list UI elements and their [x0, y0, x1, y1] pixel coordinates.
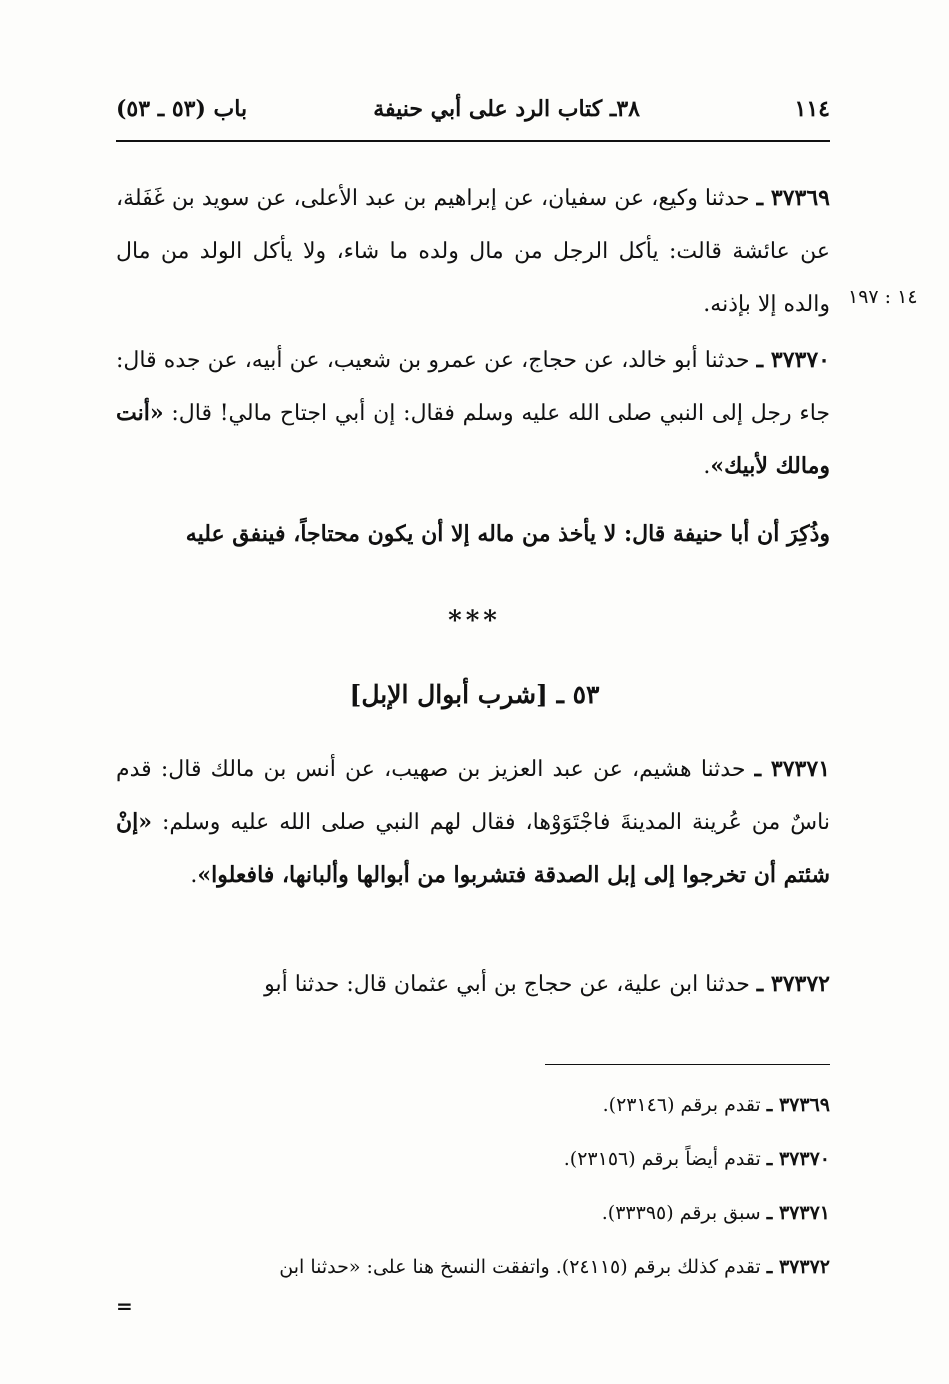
hadith-37372 [116, 958, 830, 1011]
chapter-range: باب (٥٣ ـ ٥٣) [116, 96, 248, 122]
footnote-rule [545, 1064, 830, 1065]
footnote-text: تقدم أيضاً برقم (٢٣١٥٦). [563, 1148, 761, 1170]
hadith-text: حدثنا أبو خالد، عن حجاج، عن عمرو بن شعيب، عن أبيه، عن جده قال: جاء رجل إلى النبي صلى الله عليه وسلم فقال: إن أبي اجتاح مالي! قال: [116, 348, 830, 426]
footnote-number: ٣٧٣٦٩ ـ [766, 1094, 830, 1116]
continuation-mark: = [116, 1294, 133, 1318]
hadith-number: ٣٧٣٧١ ـ [754, 756, 831, 782]
section-title: ٥٣ ـ [شرب أبوال الإبل] [349, 680, 600, 709]
abu-hanifa-statement [116, 508, 830, 561]
footnote-number: ٣٧٣٧٢ ـ [766, 1256, 830, 1278]
hadith-37371 [116, 743, 830, 902]
footnote-text: تقدم برقم (٢٣١٤٦). [602, 1094, 761, 1116]
hadith-text: حدثنا وكيع، عن سفيان، عن إبراهيم بن عبد الأعلى، عن سويد بن غَفَلة، عن عائشة قالت: يأكل الرجل من مال ولده ما شاء، ولا يأكل الولد من مال والده إلا بإذنه. [116, 186, 830, 317]
prophetic-quote: «أنت ومالك لأبيك» [116, 400, 830, 479]
hadith-number: ٣٧٣٧٢ ـ [756, 971, 830, 997]
footnote-number: ٣٧٣٧١ ـ [766, 1202, 830, 1224]
footnote-text: تقدم كذلك برقم (٢٤١١٥). واتفقت النسخ هنا على: «حدثنا ابن [279, 1256, 761, 1278]
footnote-37371 [116, 1198, 830, 1228]
margin-reference: ١٤ : ١٩٧ [848, 286, 918, 308]
punctuation: . [703, 454, 711, 479]
hadith-text: حدثنا هشيم، عن عبد العزيز بن صهيب، عن أنس بن مالك قال: قدم ناسٌ من عُرينة المدينةَ فاجْتَوَوْها، فقال لهم النبي صلى الله عليه وسلم: [116, 757, 830, 835]
running-header [116, 88, 830, 134]
section-separator: *** [448, 606, 501, 636]
hadith-number: ٣٧٣٧٠ ـ [756, 347, 830, 373]
header-rule [116, 140, 830, 142]
footnote-number: ٣٧٣٧٠ ـ [766, 1148, 830, 1170]
punctuation: . [190, 863, 198, 888]
prophetic-quote: «إنْ شئتم أن تخرجوا إلى إبل الصدقة فتشربوا من أبوالها وألبانها، فافعلوا» [116, 809, 830, 888]
statement-text: وذُكِرَ أن أبا حنيفة قال: لا يأخذ من ماله إلا أن يكون محتاجاً، فينفق عليه [185, 521, 830, 547]
hadith-37369 [116, 172, 830, 331]
hadith-number: ٣٧٣٦٩ ـ [756, 185, 830, 211]
hadith-37370 [116, 334, 830, 493]
footnote-37372 [116, 1252, 830, 1282]
footnote-37369 [116, 1090, 830, 1120]
footnote-37370 [116, 1144, 830, 1174]
footnote-text: سبق برقم (٣٣٣٩٥). [601, 1202, 761, 1224]
page-number: ١١٤ [794, 96, 830, 122]
book-title: ٣٨ـ كتاب الرد على أبي حنيفة [373, 96, 640, 122]
hadith-text: حدثنا ابن علية، عن حجاج بن أبي عثمان قال: حدثنا أبو [264, 972, 750, 997]
